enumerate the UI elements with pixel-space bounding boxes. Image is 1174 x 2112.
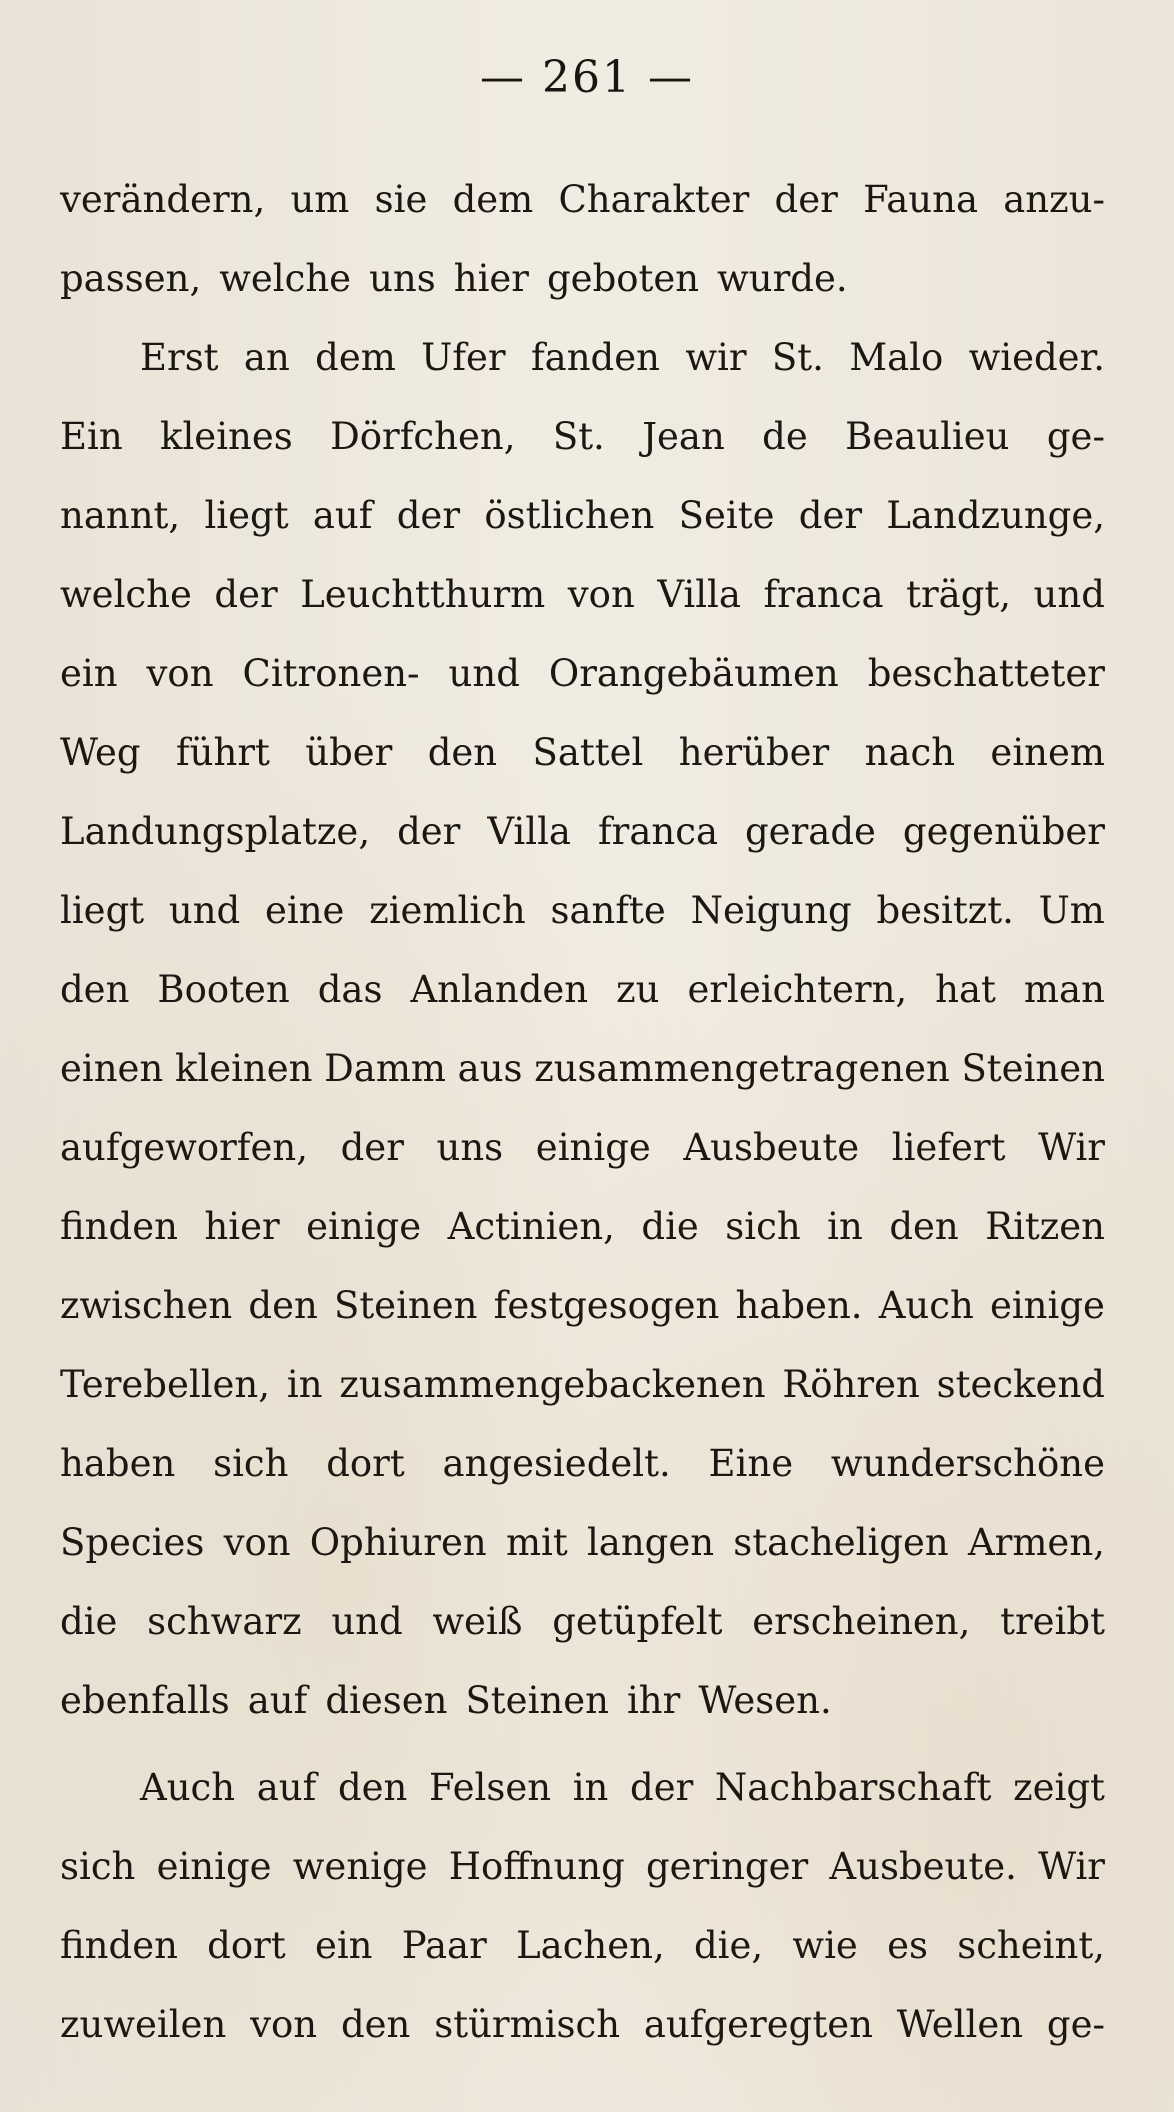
word: dort	[207, 1924, 286, 1967]
word: nannt,	[60, 494, 181, 537]
word: hier	[453, 257, 529, 300]
word: haben	[60, 1442, 176, 1485]
word: scheint,	[957, 1924, 1105, 1967]
word: der	[630, 1766, 694, 1809]
word: de	[762, 415, 808, 458]
word: der	[340, 1126, 404, 1169]
word: Auch	[140, 1766, 236, 1809]
word: gegenüber	[902, 810, 1105, 853]
word: in	[286, 1363, 323, 1406]
word: St.	[552, 415, 605, 458]
word: Wir	[1038, 1126, 1105, 1169]
text-line	[60, 950, 1105, 1029]
word: ziemlich	[369, 889, 526, 932]
word: die	[60, 1600, 118, 1643]
word: Jean	[642, 415, 725, 458]
text-line	[60, 318, 1105, 397]
word: liegt	[204, 494, 289, 537]
word: Malo	[849, 336, 944, 379]
word: der	[397, 810, 461, 853]
word: dort	[326, 1442, 405, 1485]
text-line	[60, 1582, 1105, 1661]
word: schwarz	[147, 1600, 302, 1643]
word: ein	[314, 1924, 373, 1967]
word: zeigt	[1013, 1766, 1105, 1809]
word: treibt	[1000, 1600, 1105, 1643]
word: ein	[60, 652, 118, 695]
word: der	[214, 573, 278, 616]
text-line	[60, 1424, 1105, 1503]
word: das	[317, 968, 383, 1011]
word: wunderschöne	[830, 1442, 1105, 1485]
word: Beaulieu	[845, 415, 1010, 458]
word: Fauna	[863, 178, 979, 221]
word: weiß	[432, 1600, 523, 1643]
word: Nachbarschaft	[714, 1766, 992, 1809]
word: finden	[60, 1205, 178, 1248]
word: stürmisch	[434, 2003, 621, 2046]
word: passen,	[60, 257, 202, 300]
text-line	[60, 1266, 1105, 1345]
word: Ein	[60, 415, 123, 458]
word: sanfte	[550, 889, 666, 932]
word: angesiedelt.	[442, 1442, 671, 1485]
word: sie	[374, 178, 428, 221]
word: liegt	[60, 889, 145, 932]
word: Steinen	[333, 1284, 478, 1327]
word: uns	[369, 257, 436, 300]
word: welche	[219, 257, 352, 300]
word: Charakter	[558, 178, 750, 221]
word: Ophiuren	[309, 1521, 487, 1564]
word: Auch	[878, 1284, 974, 1327]
word: verändern,	[60, 178, 266, 221]
text-line	[60, 1661, 1105, 1740]
text-line	[60, 239, 1105, 318]
text-line	[60, 397, 1105, 476]
text-line	[60, 160, 1105, 239]
word: einige	[306, 1205, 422, 1248]
word: Anlanden	[410, 968, 589, 1011]
word: ge-	[1046, 415, 1105, 458]
word: den	[60, 968, 130, 1011]
text-body	[60, 160, 1105, 2064]
word: kleinen	[174, 1047, 313, 1090]
word: sich	[725, 1205, 801, 1248]
text-line	[60, 1827, 1105, 1906]
word: ge-	[1046, 2003, 1105, 2046]
word: den	[248, 1284, 318, 1327]
word: Röhren	[782, 1363, 920, 1406]
word: Eine	[708, 1442, 794, 1485]
word: sich	[60, 1845, 136, 1888]
word: in	[572, 1766, 609, 1809]
word: trägt,	[906, 573, 1012, 616]
word: gerade	[745, 810, 876, 853]
word: aufgeregten	[643, 2003, 873, 2046]
word: von	[250, 2003, 318, 2046]
word: steckend	[936, 1363, 1105, 1406]
word: erleichtern,	[687, 968, 908, 1011]
word: getüpfelt	[552, 1600, 723, 1643]
text-line	[60, 792, 1105, 871]
word: in	[827, 1205, 863, 1248]
word: auf	[312, 494, 373, 537]
word: haben.	[735, 1284, 863, 1327]
word: herüber	[678, 731, 830, 774]
word: Wesen.	[698, 1679, 832, 1722]
word: einige	[989, 1284, 1105, 1327]
word: fanden	[530, 336, 660, 379]
word: mit	[505, 1521, 568, 1564]
word: der	[396, 494, 461, 537]
word: und	[168, 889, 241, 932]
word: Species	[60, 1521, 205, 1564]
word: der	[774, 178, 838, 221]
word: Lachen,	[516, 1924, 665, 1967]
word: Hoffnung	[448, 1845, 625, 1888]
word: stacheligen	[733, 1521, 949, 1564]
word: geboten	[546, 257, 700, 300]
word: dem	[315, 336, 396, 379]
word: Citronen-	[242, 652, 420, 695]
text-line	[60, 713, 1105, 792]
text-line	[60, 1503, 1105, 1582]
word: Actinien,	[447, 1205, 615, 1248]
word: wie	[792, 1924, 858, 1967]
word: zusammengebackenen	[339, 1363, 766, 1406]
text-line	[60, 1985, 1105, 2064]
word: franca	[763, 573, 884, 616]
word: aus	[457, 1047, 523, 1090]
word: man	[1023, 968, 1105, 1011]
word: und	[1033, 573, 1105, 616]
word: führt	[175, 731, 270, 774]
word: den	[340, 2003, 411, 2046]
word: östlichen	[484, 494, 655, 537]
word: Ritzen	[985, 1205, 1105, 1248]
word: und	[331, 1600, 403, 1643]
word: Paar	[401, 1924, 487, 1967]
word: Seite	[678, 494, 775, 537]
word: diesen	[325, 1679, 448, 1722]
word: der	[798, 494, 863, 537]
word: langen	[586, 1521, 715, 1564]
text-line	[60, 871, 1105, 950]
text-line	[60, 1029, 1105, 1108]
word: Um	[1038, 889, 1105, 932]
word: die	[641, 1205, 699, 1248]
word: den	[337, 1766, 408, 1809]
word: Ausbeute	[683, 1126, 860, 1169]
word: wir	[685, 336, 747, 379]
word: Armen,	[967, 1521, 1105, 1564]
word: welche	[60, 573, 192, 616]
word: finden	[60, 1924, 178, 1967]
word: dem	[452, 178, 534, 221]
word: wieder.	[968, 336, 1105, 379]
word: festgesogen	[493, 1284, 720, 1327]
text-line	[60, 555, 1105, 634]
word: einige	[156, 1845, 272, 1888]
text-line	[60, 1187, 1105, 1266]
word: hat	[935, 968, 996, 1011]
text-line	[60, 1906, 1105, 1985]
word: einige	[535, 1126, 651, 1169]
word: Landzunge,	[886, 494, 1105, 537]
word: wenige	[292, 1845, 428, 1888]
word: von	[223, 1521, 291, 1564]
word: Villa	[657, 573, 741, 616]
word: Steinen	[961, 1047, 1105, 1090]
text-line	[60, 1345, 1105, 1424]
word: Ufer	[421, 336, 506, 379]
word: über	[305, 731, 393, 774]
word: ihr	[626, 1679, 681, 1722]
word: geringer	[646, 1845, 809, 1888]
word: zuweilen	[60, 2003, 227, 2046]
word: den	[427, 731, 498, 774]
word: St.	[771, 336, 824, 379]
word: auf	[256, 1766, 317, 1809]
word: Weg	[60, 731, 141, 774]
word: auf	[247, 1679, 308, 1722]
word: Ausbeute.	[829, 1845, 1017, 1888]
word: nach	[864, 731, 956, 774]
word: um	[290, 178, 350, 221]
word: Felsen	[429, 1766, 552, 1809]
word: Neigung	[690, 889, 852, 932]
word: Villa	[487, 810, 571, 853]
word: zwischen	[60, 1284, 233, 1327]
word: Damm	[324, 1047, 447, 1090]
word: hier	[204, 1205, 280, 1248]
word: und	[448, 652, 520, 695]
word: besitzt.	[876, 889, 1014, 932]
word: aufgeworfen,	[60, 1126, 308, 1169]
word: franca	[597, 810, 719, 853]
word: Steinen	[465, 1679, 609, 1722]
word: sich	[213, 1442, 289, 1485]
word: anzu-	[1003, 178, 1105, 221]
word: von	[567, 573, 635, 616]
word: Orangebäumen	[548, 652, 839, 695]
word: Booten	[157, 968, 290, 1011]
word: zu	[616, 968, 660, 1011]
word: wurde.	[717, 257, 848, 300]
word: kleines	[160, 415, 293, 458]
page-number: — 261 —	[480, 52, 694, 103]
word: Wir	[1038, 1845, 1105, 1888]
word: zusammengetragenen	[534, 1047, 950, 1090]
word: ebenfalls	[60, 1679, 230, 1722]
word: Terebellen,	[60, 1363, 271, 1406]
word: an	[243, 336, 290, 379]
word: einem	[990, 731, 1105, 774]
word: Wellen	[896, 2003, 1024, 2046]
word: Dörfchen,	[330, 415, 516, 458]
text-line	[60, 1108, 1105, 1187]
word: Sattel	[532, 731, 644, 774]
word: erscheinen,	[752, 1600, 971, 1643]
text-line	[60, 634, 1105, 713]
word: von	[146, 652, 214, 695]
word: einen	[60, 1047, 164, 1090]
word: eine	[264, 889, 345, 932]
word: liefert	[891, 1126, 1006, 1169]
text-line	[60, 1748, 1105, 1827]
word: den	[889, 1205, 959, 1248]
word: es	[887, 1924, 928, 1967]
word: die,	[693, 1924, 764, 1967]
word: Erst	[140, 336, 219, 379]
word: uns	[436, 1126, 504, 1169]
word: Leuchtthurm	[300, 573, 546, 616]
text-line	[60, 476, 1105, 555]
word: Landungsplatze,	[60, 810, 371, 853]
word: beschatteter	[867, 652, 1105, 695]
